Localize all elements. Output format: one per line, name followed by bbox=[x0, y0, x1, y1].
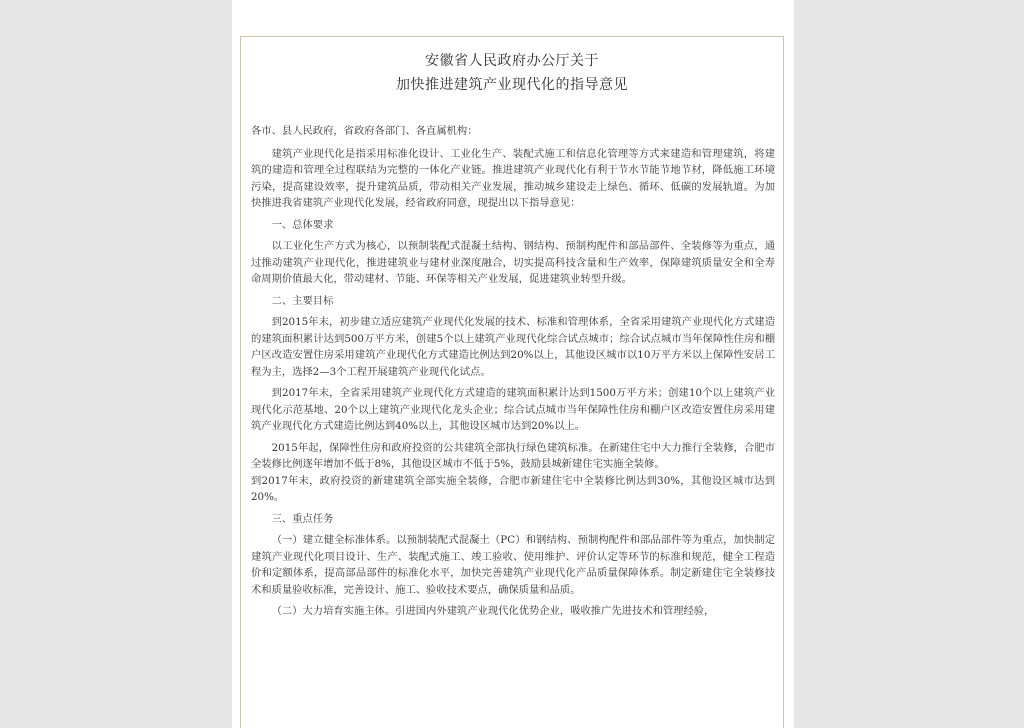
title-line-2: 加快推进建筑产业现代化的指导意见 bbox=[396, 77, 628, 93]
section-2-paragraph-1: 到2015年末，初步建立适应建筑产业现代化发展的技术、标准和管理体系，全省采用建筑产业现代化方式建造的建筑面积累计达到500万平方米，创建5个以上建筑产业现代化综合试点城市；综合试点城市当年保障性住房和棚户区改造安置住房采用建筑产业现代化方式建造比例达到20%以上，其他设区城市以10万平方米以上保障性安居工程为主，选择2—3个工程开展建筑产业现代化试点。 bbox=[251, 316, 775, 378]
title-line-1: 安徽省人民政府办公厅关于 bbox=[425, 53, 599, 69]
salutation: 各市、县人民政府，省政府各部门、各直属机构： bbox=[251, 125, 478, 137]
section-2-heading: 二、主要目标 bbox=[271, 294, 334, 307]
document-frame bbox=[240, 36, 784, 728]
section-3-paragraph-1: （一）建立健全标准体系。以预制装配式混凝土（PC）和钢结构、预制构配件和部品部件等为重点，加快制定建筑产业现代化项目设计、生产、装配式施工、竣工验收、使用维护、评价认定等环节的标准和规范，健全工程造价和定额体系，提高部品部件的标准化水平，加快完善建筑产业现代化产品质量保障体系。制定新建住宅全装修技术和质量验收标准，完善设计、施工、验收技术要点，确保质量和品质。 bbox=[251, 534, 775, 596]
section-1-heading: 一、总体要求 bbox=[271, 218, 334, 231]
section-1-paragraph: 以工业化生产方式为核心，以预制装配式混凝土结构、钢结构、预制构配件和部品部件、全装修等为重点，通过推动建筑产业现代化，推进建筑业与建材业深度融合，切实提高科技含量和生产效率，保障建筑质量安全和全寿命周期价值最大化，带动建材、节能、环保等相关产业发展，促进建筑业转型升级。 bbox=[251, 240, 775, 285]
section-2-paragraph-3: 2015年起，保障性住房和政府投资的公共建筑全部执行绿色建筑标准。在新建住宅中大力推行全装修，合肥市全装修比例逐年增加不低于8%，其他设区城市不低于5%，鼓励县城新建住宅实施全装修。 bbox=[251, 441, 775, 470]
document-page bbox=[232, 0, 794, 728]
section-3-heading: 三、重点任务 bbox=[271, 512, 334, 525]
section-2-paragraph-2: 到2017年末，全省采用建筑产业现代化方式建造的建筑面积累计达到1500万平方米；创建10个以上建筑产业现代化示范基地、20个以上建筑产业现代化龙头企业；综合试点城市当年保障性住房和棚户区改造安置住房采用建筑产业现代化方式建造比例达到40%以上，其他设区城市达到20%以上。 bbox=[251, 387, 775, 432]
section-2-paragraph-4: 到2017年末，政府投资的新建建筑全部实施全装修，合肥市新建住宅中全装修比例达到30%，其他设区城市达到20%。 bbox=[251, 474, 775, 503]
section-3-paragraph-2: （二）大力培育实施主体。引进国内外建筑产业现代化优势企业，吸收推广先进技术和管理经验， bbox=[271, 605, 715, 617]
document-body bbox=[251, 123, 775, 625]
document-title bbox=[241, 49, 783, 97]
intro-paragraph: 建筑产业现代化是指采用标准化设计、工业化生产、装配式施工和信息化管理等方式来建造和管理建筑，将建筑的建造和管理全过程联结为完整的一体化产业链。推进建筑产业现代化有利于节水节能节地节材，降低施工环境污染，提高建设效率，提升建筑品质，带动相关产业发展，推动城乡建设走上绿色、循环、低碳的发展轨道。为加快推进我省建筑产业现代化发展，经省政府同意，现提出以下指导意见： bbox=[251, 147, 775, 209]
